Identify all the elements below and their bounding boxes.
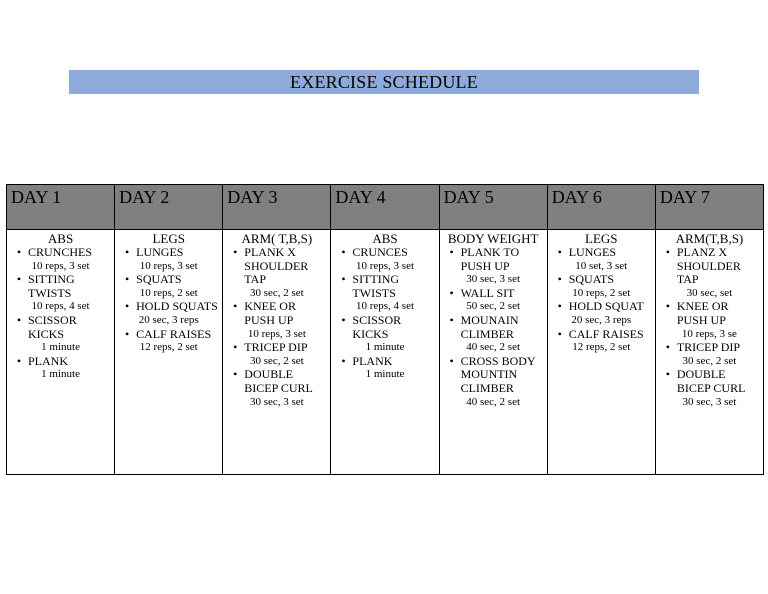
day-cell [331, 230, 439, 475]
bullet-icon: • [341, 312, 346, 327]
exercise-name: SCISSOR KICKS [28, 312, 77, 341]
exercise-item [551, 273, 652, 300]
muscle-group-label: ABS [47, 231, 74, 246]
day-header: DAY 5 [439, 185, 547, 230]
exercise-name: PLANK TO PUSH UP [460, 245, 520, 273]
exercise-item [659, 368, 760, 409]
exercise-name-row [10, 246, 111, 260]
bullet-icon: • [233, 299, 238, 314]
exercise-detail: 20 sec, 3 reps [138, 313, 199, 326]
day-header: DAY 2 [115, 185, 223, 230]
exercise-item [118, 328, 219, 355]
exercise-detail: 30 sec, 3 set [466, 273, 521, 286]
exercise-detail: 40 sec, 2 set [466, 341, 521, 354]
bullet-icon: • [665, 367, 670, 382]
exercise-name: KNEE OR PUSH UP [676, 299, 729, 327]
exercise-name-row [226, 368, 327, 395]
exercise-name: HOLD SQUAT [568, 299, 644, 314]
bullet-icon: • [16, 312, 22, 327]
day-header: DAY 7 [655, 185, 763, 230]
bullet-icon: • [125, 245, 130, 259]
exercise-item [334, 246, 435, 273]
exercise-item [443, 355, 544, 409]
exercise-item [10, 273, 111, 314]
exercise-detail: 10 reps, 4 set [355, 300, 415, 313]
bullet-icon: • [125, 272, 130, 287]
exercise-list [334, 246, 435, 382]
bullet-icon: • [16, 353, 22, 368]
exercise-name-row [443, 314, 544, 341]
exercise-detail: 10 set, 3 set [575, 259, 628, 272]
exercise-item [226, 246, 327, 300]
day-cell-content [440, 230, 547, 409]
exercise-name-row [443, 246, 544, 273]
exercise-list [226, 246, 327, 409]
exercise-item [10, 355, 111, 382]
bullet-icon: • [557, 326, 562, 341]
exercise-detail: 10 reps, 3 set [247, 327, 306, 340]
exercise-name-row [118, 328, 219, 342]
exercise-item [226, 368, 327, 409]
exercise-detail: 30 sec, set [686, 286, 733, 299]
exercise-name-row [659, 341, 760, 355]
exercise-name-row [659, 300, 760, 327]
exercise-item [226, 341, 327, 368]
bullet-icon: • [233, 245, 238, 259]
day-cell [223, 230, 331, 475]
bullet-icon: • [341, 353, 346, 368]
exercise-name: CRUNCHES [28, 245, 93, 259]
day-cell-content [331, 230, 438, 382]
exercise-item [659, 300, 760, 341]
bullet-icon: • [557, 245, 562, 259]
exercise-name-row [226, 300, 327, 327]
bullet-icon: • [233, 367, 238, 382]
exercise-list [118, 246, 219, 355]
exercise-name-row [118, 246, 219, 260]
bullet-icon: • [341, 245, 346, 259]
bullet-icon: • [449, 312, 454, 327]
exercise-name-row [659, 246, 760, 287]
day-cell-content [656, 230, 763, 409]
bullet-icon: • [341, 272, 346, 287]
exercise-item [118, 300, 219, 327]
exercise-detail: 12 reps, 2 set [139, 341, 198, 354]
exercise-name: MOUNAIN CLIMBER [460, 312, 519, 341]
bullet-icon: • [233, 340, 238, 355]
day-cell [115, 230, 223, 475]
exercise-item [334, 314, 435, 355]
exercise-item [10, 246, 111, 273]
exercise-name: CRUNCES [352, 245, 408, 259]
bullet-icon: • [557, 299, 562, 314]
exercise-name-row [334, 314, 435, 341]
exercise-detail: 50 sec, 2 set [466, 300, 521, 313]
bullet-icon: • [449, 285, 454, 300]
bullet-icon: • [125, 326, 130, 341]
exercise-item [10, 314, 111, 355]
muscle-group-label: BODY WEIGHT [447, 231, 539, 246]
exercise-name-row [10, 355, 111, 369]
exercise-item [443, 314, 544, 355]
exercise-detail: 30 sec, 3 set [682, 395, 737, 408]
exercise-name-row [10, 273, 111, 300]
exercise-name-row [226, 246, 327, 287]
muscle-group-label: ABS [372, 231, 398, 246]
exercise-list [659, 246, 760, 409]
exercise-name: CALF RAISES [568, 326, 644, 341]
day-cell [7, 230, 115, 475]
page-title: EXERCISE SCHEDULE [290, 71, 478, 92]
exercise-detail: 1 minute [41, 368, 80, 381]
bullet-icon: • [449, 245, 454, 259]
exercise-detail: 30 sec, 2 set [682, 354, 737, 367]
exercise-detail: 10 reps, 2 set [572, 286, 631, 299]
day-header: DAY 4 [331, 185, 439, 230]
exercise-list [551, 246, 652, 355]
exercise-detail: 1 minute [365, 368, 405, 381]
exercise-name-row [443, 355, 544, 396]
exercise-detail: 12 reps, 2 set [572, 341, 631, 354]
exercise-detail: 1 minute [365, 341, 405, 354]
exercise-item [443, 287, 544, 314]
exercise-detail: 30 sec, 2 set [249, 286, 304, 299]
bullet-icon: • [665, 245, 670, 259]
exercise-name: DOUBLE BICEP CURL [244, 367, 313, 395]
day-cell-content [223, 230, 330, 409]
exercise-item [551, 246, 652, 273]
exercise-item [659, 341, 760, 368]
exercise-name: SITTING TWISTS [352, 272, 400, 300]
exercise-name: PLANK [28, 353, 69, 368]
exercise-name: LUNGES [568, 245, 617, 259]
day-cell [439, 230, 547, 475]
exercise-name-row [443, 287, 544, 301]
exercise-detail: 10 reps, 2 set [139, 286, 198, 299]
day-cell-content [115, 230, 222, 355]
exercise-item [551, 300, 652, 327]
exercise-name: DOUBLE BICEP CURL [676, 367, 746, 395]
exercise-name: SITTING TWISTS [28, 272, 75, 300]
day-cell [547, 230, 655, 475]
exercise-item [334, 273, 435, 314]
day-header: DAY 1 [7, 185, 115, 230]
muscle-group-label: LEGS [585, 231, 618, 246]
bullet-icon: • [16, 272, 22, 287]
exercise-name: PLANZ X SHOULDER TAP [676, 245, 741, 287]
exercise-item [118, 246, 219, 273]
exercise-item [118, 273, 219, 300]
day-header: DAY 3 [223, 185, 331, 230]
exercise-detail: 10 reps, 3 set [355, 259, 415, 272]
day-cell [655, 230, 763, 475]
exercise-name: CROSS BODY MOUNTIN CLIMBER [460, 353, 536, 395]
exercise-name-row [10, 314, 111, 341]
exercise-detail: 10 reps, 3 set [139, 259, 198, 272]
exercise-name: LUNGES [136, 245, 184, 259]
exercise-name: PLANK [352, 353, 393, 368]
exercise-detail: 40 sec, 2 set [466, 395, 521, 408]
schedule-title-bar [69, 70, 699, 94]
exercise-name: HOLD SQUATS [136, 299, 218, 314]
exercise-name: TRICEP DIP [676, 340, 741, 355]
exercise-name-row [551, 246, 652, 260]
exercise-name: SQUATS [568, 272, 615, 287]
exercise-detail: 10 reps, 4 set [31, 300, 90, 313]
exercise-item [226, 300, 327, 341]
day-cell-content [548, 230, 655, 355]
exercise-detail: 10 reps, 3 set [31, 259, 90, 272]
exercise-name: TRICEP DIP [244, 340, 308, 355]
exercise-list [10, 246, 111, 382]
exercise-name-row [334, 246, 435, 260]
muscle-group-label: ARM(T,B,S) [675, 231, 744, 246]
exercise-name-row [118, 300, 219, 314]
exercise-detail: 30 sec, 3 set [249, 395, 304, 408]
day-content-row [7, 230, 764, 475]
exercise-item [334, 355, 435, 382]
exercise-item [551, 328, 652, 355]
muscle-group-label: ARM( T,B,S) [241, 231, 313, 246]
exercise-detail: 1 minute [41, 341, 80, 354]
bullet-icon: • [557, 272, 562, 287]
exercise-list [443, 246, 544, 409]
exercise-name: WALL SIT [460, 285, 515, 300]
exercise-name-row [551, 300, 652, 314]
bullet-icon: • [16, 245, 22, 259]
exercise-detail: 30 sec, 2 set [249, 354, 304, 367]
day-header-row [7, 185, 764, 230]
bullet-icon: • [449, 353, 454, 368]
exercise-name: PLANK X SHOULDER TAP [244, 245, 309, 287]
muscle-group-label: LEGS [152, 231, 185, 246]
exercise-schedule-table [6, 184, 764, 475]
bullet-icon: • [665, 340, 670, 355]
exercise-name: SCISSOR KICKS [352, 312, 402, 341]
exercise-name-row [334, 355, 435, 369]
exercise-detail: 20 sec, 3 reps [571, 313, 632, 326]
exercise-name-row [226, 341, 327, 355]
exercise-name: CALF RAISES [136, 326, 212, 341]
bullet-icon: • [665, 299, 670, 314]
exercise-name: KNEE OR PUSH UP [244, 299, 296, 327]
exercise-detail: 10 reps, 3 se [681, 327, 737, 340]
exercise-name-row [334, 273, 435, 300]
exercise-name-row [551, 273, 652, 287]
exercise-name-row [659, 368, 760, 395]
exercise-name-row [551, 328, 652, 342]
exercise-item [659, 246, 760, 300]
exercise-item [443, 246, 544, 287]
exercise-name-row [118, 273, 219, 287]
day-header: DAY 6 [547, 185, 655, 230]
exercise-name: SQUATS [136, 272, 182, 287]
bullet-icon: • [125, 299, 130, 314]
day-cell-content [7, 230, 114, 382]
